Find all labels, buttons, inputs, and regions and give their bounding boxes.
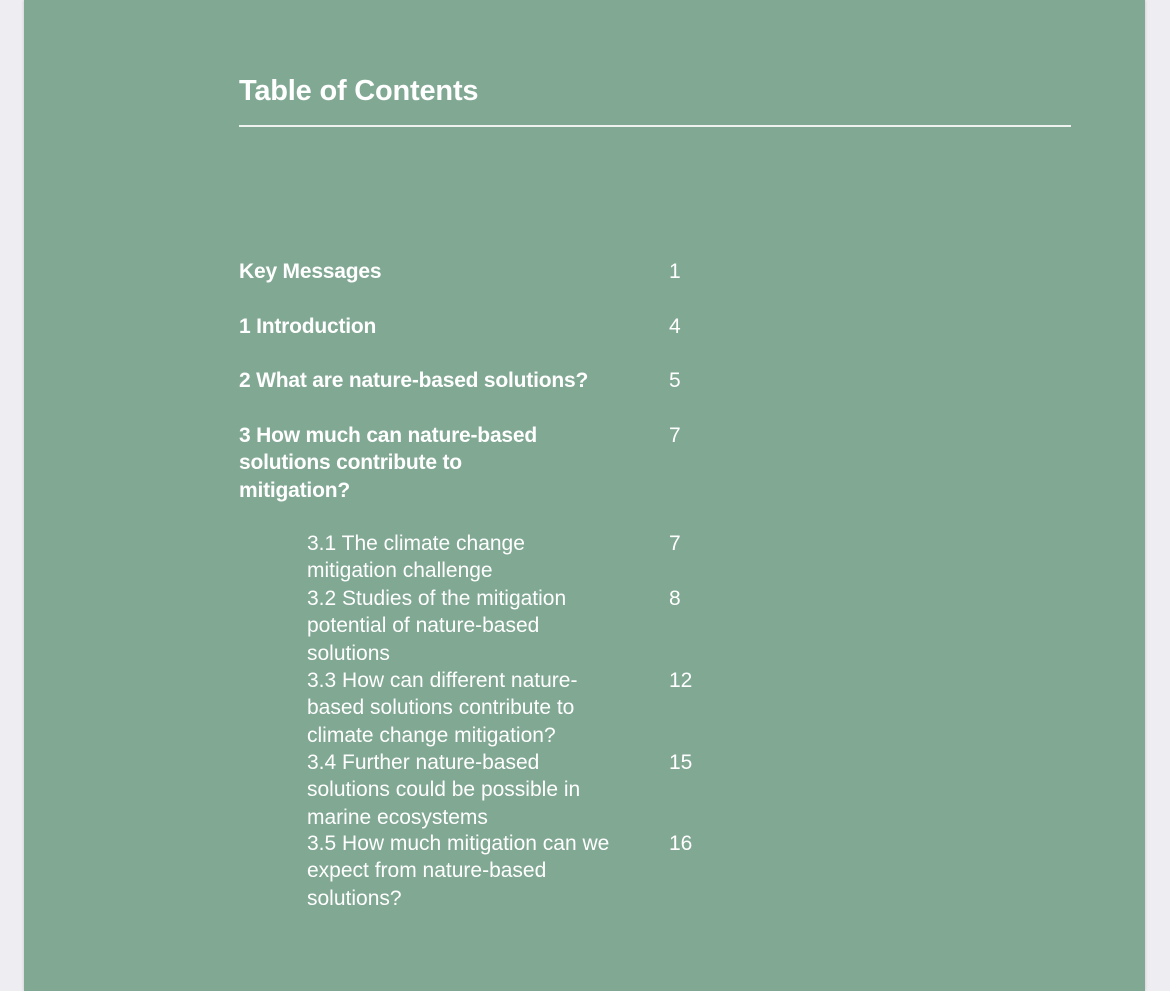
toc-entry-page-number: 4 [669,315,681,338]
toc-subentry-label: 3.4 Further nature-based solutions could be possible in marine ecosystems [307,751,581,829]
toc-subentry-3-2[interactable] [307,585,681,667]
toc-subentry-3-3[interactable] [307,667,693,749]
toc-subentry-3-4[interactable] [307,749,693,831]
toc-subentry-page-number: 8 [669,587,681,610]
page-title: Table of Contents [239,75,479,107]
toc-entry-label: 2 What are nature-based solutions? [239,369,589,392]
toc-subentry-label: 3.3 How can different nature-based solutions contribute to climate change mitigation? [307,669,578,747]
toc-subentry-page-number: 12 [669,669,693,692]
toc-entry-page-number: 7 [669,424,681,447]
toc-subentry-label: 3.2 Studies of the mitigation potential of nature-based solutions [307,587,567,665]
toc-entry-page-number: 1 [669,260,681,283]
toc-subentry-page-number: 16 [669,832,693,855]
toc-entry-label: 1 Introduction [239,315,377,338]
toc-subentry-3-1[interactable] [307,530,681,585]
toc-subentry-label: 3.5 How much mitigation can we expect from nature-based solutions? [307,832,610,910]
toc-entry-label: 3 How much can nature-based solutions contribute to mitigation? [239,424,538,502]
toc-entry-key-messages[interactable] [239,258,681,285]
toc-entry-what-are-nbs[interactable] [239,367,681,394]
toc-entry-label: Key Messages [239,260,382,283]
toc-entry-introduction[interactable] [239,313,681,340]
toc-subentry-label: 3.1 The climate change mitigation challenge [307,532,525,583]
document-page [24,0,1145,991]
toc-subentry-page-number: 7 [669,532,681,555]
toc-entry-how-much-mitigation[interactable] [239,422,681,504]
toc-subentry-3-5[interactable] [307,830,693,912]
toc-subentry-page-number: 15 [669,751,693,774]
toc-entry-page-number: 5 [669,369,681,392]
title-divider [239,125,1071,127]
